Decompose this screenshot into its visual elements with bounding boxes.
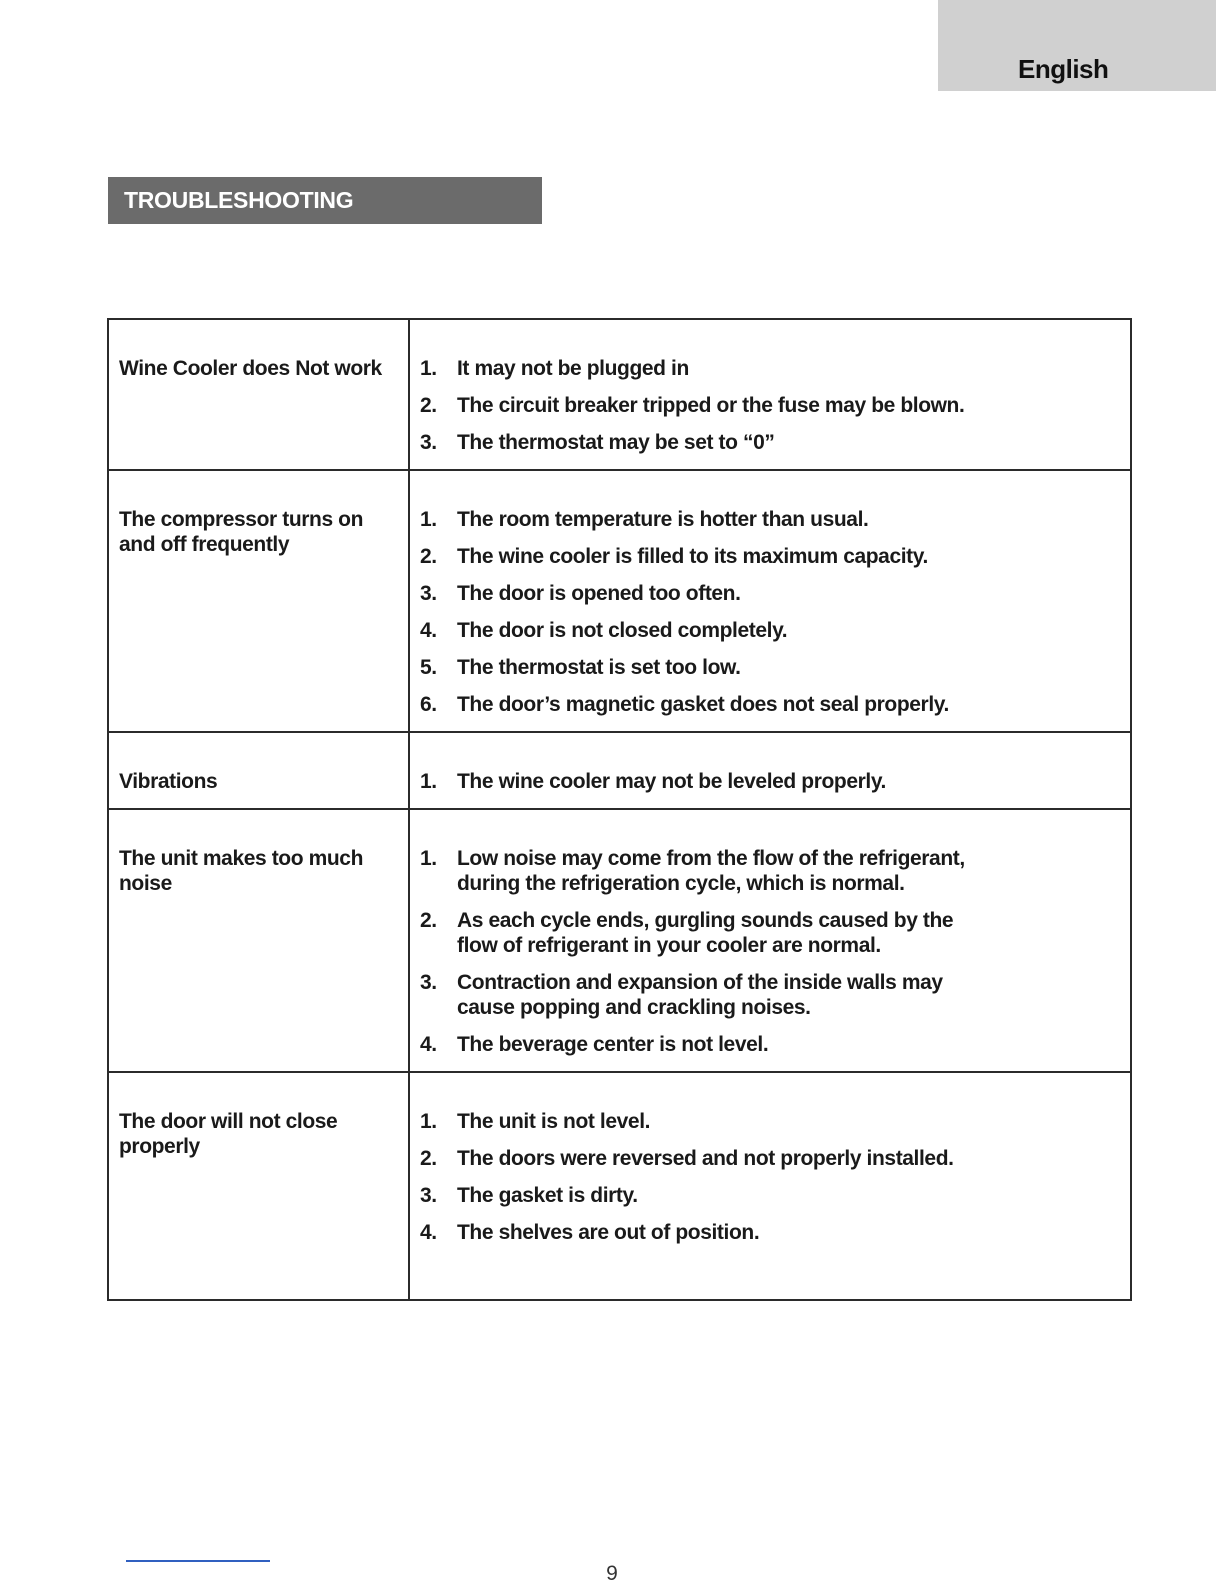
causes-list xyxy=(410,733,1130,808)
list-item xyxy=(420,1146,1110,1171)
language-label: English xyxy=(1018,54,1109,84)
problem-label: Wine Cooler does Not work xyxy=(119,357,382,380)
table-row xyxy=(108,319,1131,470)
list-item xyxy=(420,1109,1110,1134)
item-text: The thermostat is set too low. xyxy=(457,656,741,679)
item-text: The door’s magnetic gasket does not seal properly. xyxy=(457,693,949,716)
table-row xyxy=(108,470,1131,732)
causes-cell xyxy=(409,809,1131,1072)
item-number: 2. xyxy=(420,394,437,417)
item-number: 1. xyxy=(420,508,437,531)
problem-cell xyxy=(108,732,409,809)
item-number: 3. xyxy=(420,582,437,605)
list-item xyxy=(420,507,1110,532)
causes-list xyxy=(410,320,1130,469)
item-text: The wine cooler may not be leveled properly. xyxy=(457,770,886,793)
table-row xyxy=(108,1072,1131,1300)
problem-cell xyxy=(108,809,409,1072)
list-item xyxy=(420,356,1110,381)
item-number: 1. xyxy=(420,770,437,793)
problem-cell xyxy=(108,470,409,732)
causes-cell xyxy=(409,1072,1131,1300)
list-item xyxy=(420,393,1110,418)
item-text: The doors were reversed and not properly installed. xyxy=(457,1147,954,1170)
causes-cell xyxy=(409,319,1131,470)
item-text: The door is opened too often. xyxy=(457,582,741,605)
problem-cell xyxy=(108,319,409,470)
causes-cell xyxy=(409,732,1131,809)
item-text: It may not be plugged in xyxy=(457,357,689,380)
item-number: 2. xyxy=(420,909,437,932)
item-text: The beverage center is not level. xyxy=(457,1033,769,1056)
list-item xyxy=(420,430,1110,455)
item-text: Contraction and expansion of the inside walls may cause popping and crackling noises. xyxy=(457,971,943,1019)
item-text: The shelves are out of position. xyxy=(457,1221,760,1244)
causes-list xyxy=(410,1073,1130,1259)
page-number: 9 xyxy=(606,1562,618,1585)
list-item xyxy=(420,1220,1110,1245)
item-number: 3. xyxy=(420,431,437,454)
item-text: The door is not closed completely. xyxy=(457,619,788,642)
list-item xyxy=(420,908,1110,958)
troubleshooting-table xyxy=(107,318,1132,1301)
list-item xyxy=(420,1183,1110,1208)
item-number: 4. xyxy=(420,1221,437,1244)
list-item xyxy=(420,769,1110,794)
item-number: 1. xyxy=(420,1110,437,1133)
problem-label: The compressor turns on and off frequently xyxy=(119,508,364,556)
item-number: 1. xyxy=(420,357,437,380)
language-tab xyxy=(938,0,1216,91)
list-item xyxy=(420,846,1110,896)
item-text: Low noise may come from the flow of the refrigerant, during the refrigeration cycle, which is normal. xyxy=(457,847,965,895)
item-number: 6. xyxy=(420,693,437,716)
causes-list xyxy=(410,810,1130,1071)
item-number: 3. xyxy=(420,971,437,994)
causes-cell xyxy=(409,470,1131,732)
item-number: 4. xyxy=(420,1033,437,1056)
list-item xyxy=(420,692,1110,717)
item-text: The room temperature is hotter than usual. xyxy=(457,508,869,531)
item-number: 3. xyxy=(420,1184,437,1207)
item-text: The wine cooler is filled to its maximum capacity. xyxy=(457,545,928,568)
problem-label: Vibrations xyxy=(119,770,218,793)
item-number: 2. xyxy=(420,545,437,568)
item-number: 5. xyxy=(420,656,437,679)
list-item xyxy=(420,655,1110,680)
problem-label: The door will not close properly xyxy=(119,1110,338,1158)
table-row xyxy=(108,809,1131,1072)
item-text: The thermostat may be set to “0” xyxy=(457,431,775,454)
item-text: The gasket is dirty. xyxy=(457,1184,638,1207)
list-item xyxy=(420,970,1110,1020)
table-row xyxy=(108,732,1131,809)
list-item xyxy=(420,581,1110,606)
causes-list xyxy=(410,471,1130,731)
list-item xyxy=(420,1032,1110,1057)
list-item xyxy=(420,544,1110,569)
problem-label: The unit makes too much noise xyxy=(119,847,363,895)
list-item xyxy=(420,618,1110,643)
item-number: 1. xyxy=(420,847,437,870)
item-number: 2. xyxy=(420,1147,437,1170)
item-text: The circuit breaker tripped or the fuse may be blown. xyxy=(457,394,965,417)
problem-cell xyxy=(108,1072,409,1300)
item-text: As each cycle ends, gurgling sounds caused by the flow of refrigerant in your cooler are normal. xyxy=(457,909,954,957)
section-title: TROUBLESHOOTING xyxy=(108,177,542,224)
item-text: The unit is not level. xyxy=(457,1110,651,1133)
item-number: 4. xyxy=(420,619,437,642)
